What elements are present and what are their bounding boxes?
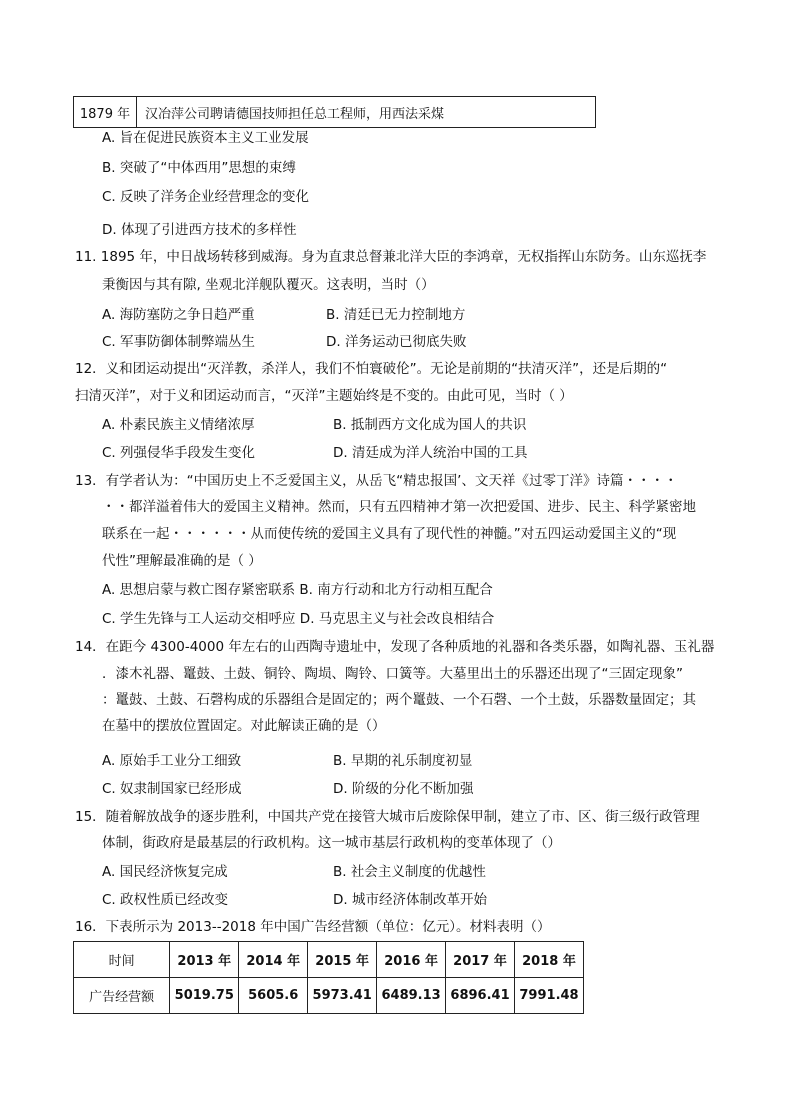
q16-table-header-cell: 2013 年 <box>170 942 239 978</box>
q16-table-cell: 6896.41 <box>446 978 515 1014</box>
q15-option-c[interactable]: C. 政权性质已经改变 <box>102 892 229 908</box>
q14-option-c[interactable]: C. 奴隶制国家已经形成 <box>102 781 242 797</box>
q15-line-2: 体制，街政府是最基层的行政机构。这一城市基层行政机构的变革体现了（） <box>102 835 561 851</box>
q12-line-2: 扫清灭洋”，对于义和团运动而言，“灭洋”主题始终是不变的。由此可见，当时（ ） <box>75 388 573 404</box>
q16-table-cell: 5973.41 <box>308 978 377 1014</box>
q16-line: 16．下表所示为 2013--2018 年中国广告经营额（单位：亿元）。材料表明（） <box>75 919 551 935</box>
q10-table <box>73 96 596 128</box>
q11-line-1: 11. 1895 年，中日战场转移到威海。身为直隶总督兼北洋大臣的李鸿章，无权指挥山东防务。山东巡抚李 <box>75 249 707 265</box>
q13-options-row-1[interactable]: A. 思想启蒙与救亡图存紧密联系 B. 南方行动和北方行动相互配合 <box>102 582 493 598</box>
q10-option-b[interactable]: B. 突破了“中体西用”思想的束缚 <box>102 160 296 176</box>
q16-table-header-cell: 2017 年 <box>446 942 515 978</box>
q11-option-b[interactable]: B. 清廷已无力控制地方 <box>326 307 466 323</box>
q14-line-4: 在墓中的摆放位置固定。对此解读正确的是（） <box>102 718 386 734</box>
q11-option-a[interactable]: A. 海防塞防之争日趋严重 <box>102 307 255 323</box>
q16-table-header-cell: 时间 <box>74 942 170 978</box>
q13-line-2: ・・都洋溢着伟大的爱国主义精神。然而，只有五四精神才第一次把爱国、进步、民主、科学紧密地 <box>102 499 696 515</box>
q10-table-event: 汉冶萍公司聘请德国技师担任总工程师，用西法采煤 <box>137 97 596 128</box>
q10-table-year: 1879 年 <box>74 97 137 128</box>
table-row <box>74 978 584 1014</box>
q16-table-header-cell: 2018 年 <box>515 942 584 978</box>
q11-option-d[interactable]: D. 洋务运动已彻底失败 <box>326 334 467 350</box>
q13-line-4: 代性”理解最准确的是（ ） <box>102 553 262 569</box>
q12-option-d[interactable]: D. 清廷成为洋人统治中国的工具 <box>333 445 528 461</box>
q16-table-cell: 广告经营额 <box>74 978 170 1014</box>
q13-line-1: 13．有学者认为：“中国历史上不乏爱国主义，从岳飞“精忠报国’、文天祥《过零丁洋》诗篇・・・・ <box>75 473 678 489</box>
q15-option-a[interactable]: A. 国民经济恢复完成 <box>102 864 228 880</box>
q14-line-1: 14．在距今 4300-4000 年左右的山西陶寺遗址中，发现了各种质地的礼器和各类乐器，如陶礼器、玉礼器 <box>75 639 715 655</box>
q14-option-d[interactable]: D. 阶级的分化不断加强 <box>333 781 474 797</box>
q16-table-cell: 5605.6 <box>239 978 308 1014</box>
q16-table-cell: 5019.75 <box>170 978 239 1014</box>
q12-option-c[interactable]: C. 列强侵华手段发生变化 <box>102 445 256 461</box>
q16-table-header-cell: 2016 年 <box>377 942 446 978</box>
q16-table-header-cell: 2015 年 <box>308 942 377 978</box>
q13-options-row-2[interactable]: C. 学生先锋与工人运动交相呼应 D. 马克思主义与社会改良相结合 <box>102 611 495 627</box>
q10-option-d[interactable]: D. 体现了引进西方技术的多样性 <box>102 222 297 238</box>
q11-option-c[interactable]: C. 军事防御体制弊端丛生 <box>102 334 256 350</box>
q16-table <box>73 941 584 1014</box>
q14-line-3: ：鼍鼓、土鼓、石磬构成的乐器组合是固定的；两个鼍鼓、一个石磬、一个土鼓，乐器数量固定；其 <box>102 692 696 708</box>
q12-option-a[interactable]: A. 朴素民族主义情绪浓厚 <box>102 417 255 433</box>
q13-line-3: 联系在一起・・・・・・从而使传统的爱国主义具有了现代性的神髓。”对五四运动爱国主义的“现 <box>102 526 677 542</box>
q16-table-header-cell: 2014 年 <box>239 942 308 978</box>
table-row <box>74 942 584 978</box>
q16-table-cell: 7991.48 <box>515 978 584 1014</box>
q15-option-b[interactable]: B. 社会主义制度的优越性 <box>333 864 486 880</box>
q10-option-c[interactable]: C. 反映了洋务企业经营理念的变化 <box>102 189 310 205</box>
q14-option-a[interactable]: A. 原始手工业分工细致 <box>102 753 242 769</box>
q14-line-2: ．漆木礼器、鼍鼓、土鼓、铜铃、陶埙、陶铃、口簧等。大墓里出土的乐器还出现了“三固定现象” <box>102 666 683 682</box>
q10-option-a[interactable]: A. 旨在促进民族资本主义工业发展 <box>102 130 309 146</box>
q14-option-b[interactable]: B. 早期的礼乐制度初显 <box>333 753 473 769</box>
q12-option-b[interactable]: B. 抵制西方文化成为国人的共识 <box>333 417 527 433</box>
q16-table-cell: 6489.13 <box>377 978 446 1014</box>
table-row <box>74 97 596 128</box>
q11-line-2: 秉衡因与其有隙, 坐观北洋舰队覆灭。这表明，当时（） <box>102 277 435 293</box>
q12-line-1: 12．义和团运动提出“灭洋教，杀洋人，我们不怕寰破伦”。无论是前期的“扶清灭洋”，还是后期的“ <box>75 361 668 377</box>
q15-line-1: 15．随着解放战争的逐步胜利，中国共产党在接管大城市后废除保甲制，建立了市、区、街三级行政管理 <box>75 809 700 825</box>
q15-option-d[interactable]: D. 城市经济体制改革开始 <box>333 892 487 908</box>
